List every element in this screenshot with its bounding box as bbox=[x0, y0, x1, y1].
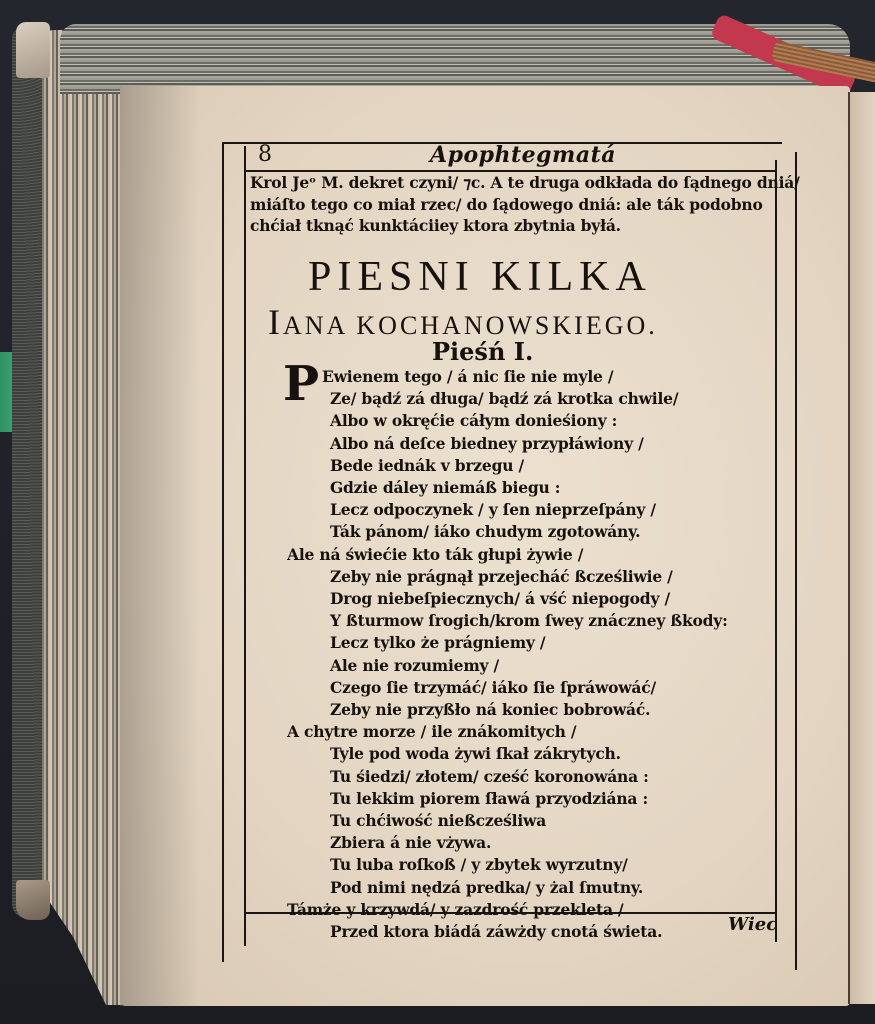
verse-line: Bede iednák v brzegu / bbox=[330, 455, 524, 475]
gutter-shadow bbox=[120, 86, 200, 1006]
prose-line: chćiał tknąć kunktáciiey ktora zbytnia byłá. bbox=[250, 216, 621, 235]
verse-line: Zbiera á nie vżywa. bbox=[330, 833, 492, 853]
verse-line: Ták pánom/ iáko chudym zgotowány. bbox=[330, 522, 641, 542]
header-rule bbox=[245, 170, 775, 172]
verse-line: Támże y krzywdá/ y zazdrość przekleta / bbox=[287, 899, 624, 919]
verse-line: Lecz tylko że prágniemy / bbox=[330, 633, 546, 653]
verse-line: Gdzie dáley niemáß biegu : bbox=[330, 478, 561, 497]
verse-line: Ale nie rozumiemy / bbox=[330, 655, 499, 675]
verse-line: Ale ná świećie kto ták głupi żywie / bbox=[287, 544, 584, 564]
page-number: 8 bbox=[258, 142, 272, 167]
verse-line: Tu lekkim piorem ſławá przyodziána : bbox=[330, 788, 648, 808]
verse-line: Drog niebeſpiecznych/ á vść niepogody / bbox=[330, 589, 670, 608]
verse-line: Tu luba roſkoß / y zbytek wyrzutny/ bbox=[330, 855, 628, 875]
drop-cap: P bbox=[283, 356, 320, 412]
frame-rule-inner-right bbox=[775, 160, 777, 942]
verse-line: Tyle pod woda żywi ſkał zákrytych. bbox=[330, 744, 621, 764]
verse-line: Albo w okręćie cáłym donieśiony : bbox=[330, 411, 618, 431]
verse-line: Tu śiedzi/ złotem/ cześć koronowána : bbox=[330, 766, 649, 786]
verse-line: Ewienem tego / á nic ſie nie myle / bbox=[322, 367, 614, 386]
catchword: Wiec bbox=[728, 914, 778, 935]
verse-line: Tu chćiwość nießcześliwa bbox=[330, 811, 547, 830]
prose-line: miáſto tego co miał rzec/ do ſądowego dniá: ale ták podobno bbox=[250, 195, 763, 214]
frame-rule-inner-left bbox=[244, 146, 246, 946]
verse-line: Czego ſie trzymáć/ iáko ſie ſpráwowáć/ bbox=[330, 677, 656, 697]
verse-line: Ze/ bądź zá długa/ bądź zá krotka chwile/ bbox=[330, 389, 679, 409]
section-title: PIESNI KILKA bbox=[308, 254, 652, 300]
verse-line: Lecz odpoczynek / y ſen nieprzeſpány / bbox=[330, 500, 656, 520]
spine-headcap bbox=[16, 22, 50, 78]
verse-line: A chytre morze / ile znákomitych / bbox=[287, 722, 577, 742]
facing-page-edge bbox=[848, 92, 875, 1004]
frame-rule-outer-left bbox=[222, 142, 224, 962]
author-title-initial: I bbox=[268, 302, 283, 342]
song-title: Pieśń I. bbox=[432, 337, 534, 366]
prose-line: Krol Jeᵒ M. dekret czyni/ ⁊c. A te druga odkłada do ſądnego dniá/ bbox=[250, 173, 800, 192]
book-spine bbox=[12, 28, 42, 918]
spine-tailcap bbox=[16, 880, 50, 920]
verse-line: Zeby nie przyßło ná koniec bobrowáć. bbox=[330, 700, 651, 719]
verse-line: Pod nimi nędzá predka/ y żal ſmutny. bbox=[330, 877, 644, 897]
running-head: Apophtegmatá bbox=[430, 142, 616, 168]
verse-line: Zeby nie prágnął przejecháć ßcześliwie / bbox=[330, 566, 673, 586]
verse-line: Y ßturmow ſrogich/krom ſwey znáczney ßkody: bbox=[330, 611, 728, 631]
author-title-rest: ANA KOCHANOWSKIEGO. bbox=[283, 311, 658, 340]
verse-line: Albo ná deſce biedney przypłáwiony / bbox=[330, 433, 644, 453]
frame-rule-outer-right bbox=[795, 152, 797, 970]
verse-line: Przed ktora biádá záwżdy cnotá świeta. bbox=[330, 922, 663, 941]
